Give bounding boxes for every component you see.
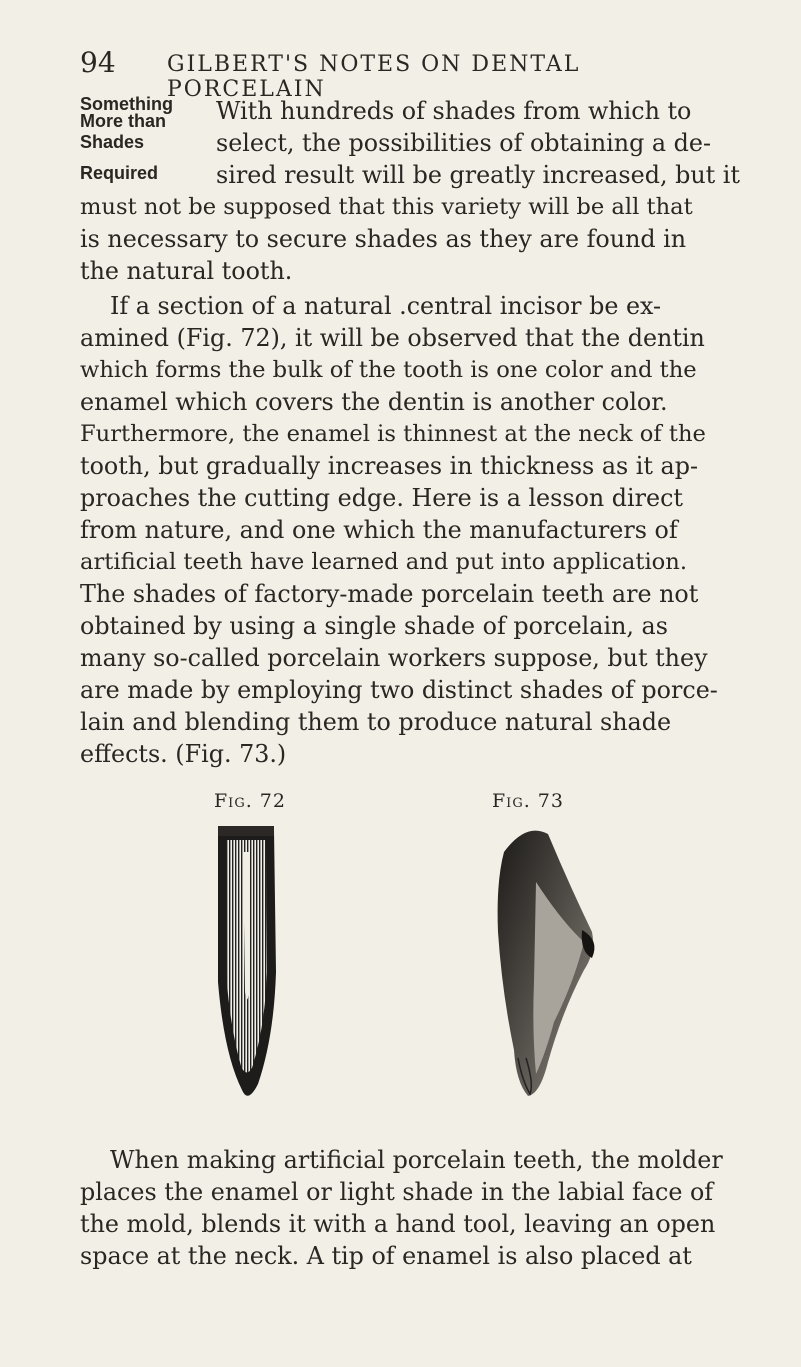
text-line: must not be supposed that this variety will be all that [80,194,693,220]
fig-72-label: Fig. 72 [214,790,286,812]
text-line: If a section of a natural .central incisor be ex- [110,292,662,320]
text-line: proaches the cutting edge. Here is a lesson direct [80,484,683,512]
text-line: artificial teeth have learned and put into application. [80,549,688,575]
text-line: tooth, but gradually increases in thickness as it ap- [80,452,698,480]
margin-note [80,94,200,184]
text-line: many so-called porcelain workers suppose, but they [80,644,708,672]
text-line: which forms the bulk of the tooth is one color and the [80,357,697,383]
margin-note-line: Required [80,163,159,183]
text-line: The shades of factory-made porcelain teeth are not [80,580,699,608]
text-line: obtained by using a single shade of porcelain, as [80,612,668,640]
text-line: are made by employing two distinct shades of porce- [80,676,718,704]
text-line: is necessary to secure shades as they are found in [80,225,687,253]
fig-73-label: Fig. 73 [492,790,564,812]
text-line: With hundreds of shades from which to [216,97,692,125]
text-line: amined (Fig. 72), it will be observed that the dentin [80,324,705,352]
text-line: effects. (Fig. 73.) [80,740,287,768]
page-number: 94 [80,46,116,79]
text-line: enamel which covers the dentin is another color. [80,388,668,416]
text-line: the mold, blends it with a hand tool, leaving an open [80,1210,716,1238]
text-line: from nature, and one which the manufacturers of [80,516,678,544]
fig-73-tooth-section [476,822,606,1112]
page-header [80,46,740,102]
margin-note-line: More than [80,111,167,131]
text-line: When making artificial porcelain teeth, the molder [110,1146,723,1174]
margin-note-line: Something [80,94,173,114]
text-line: the natural tooth. [80,257,293,285]
text-line: select, the possibilities of obtaining a de- [216,129,712,157]
text-line: Furthermore, the enamel is thinnest at the neck of the [80,421,706,447]
text-line: places the enamel or light shade in the labial face of [80,1178,714,1206]
text-line: sired result will be greatly increased, but it [216,161,740,189]
fig-72-tooth-section [196,822,296,1112]
text-line: lain and blending them to produce natural shade [80,708,672,736]
running-head: GILBERT'S NOTES ON DENTAL PORCELAIN [167,52,581,102]
text-line: space at the neck. A tip of enamel is also placed at [80,1242,692,1270]
margin-note-line: Shades [80,132,145,152]
